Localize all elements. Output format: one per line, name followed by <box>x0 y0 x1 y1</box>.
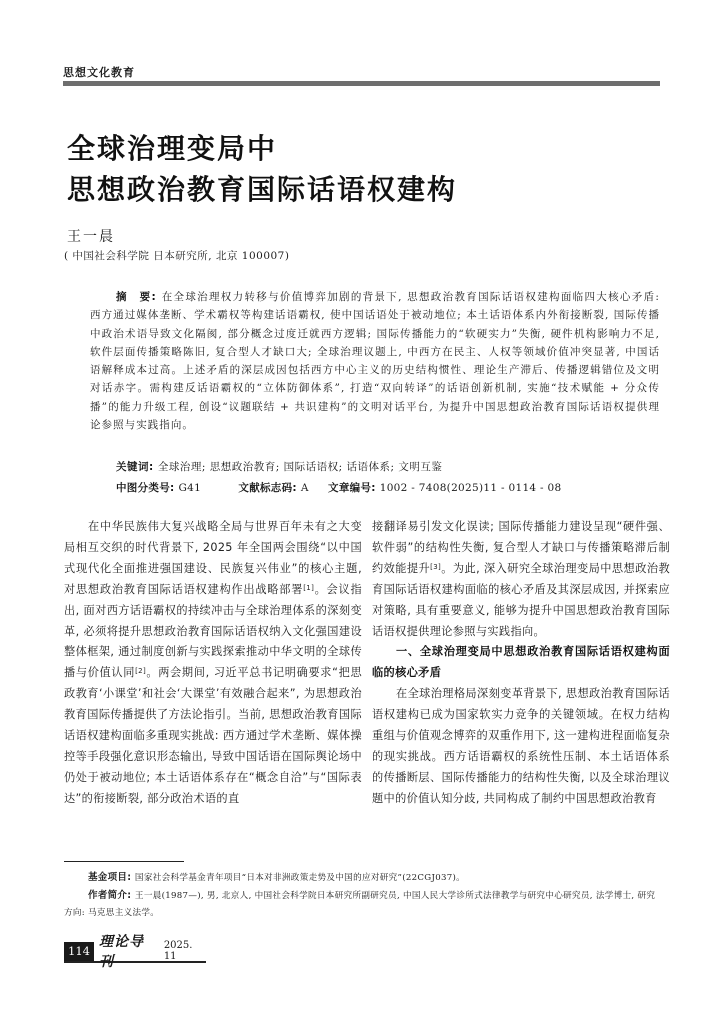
body-column-right <box>372 517 670 810</box>
author-affiliation: ( 中国社会科学院 日本研究所, 北京 100007) <box>64 250 290 262</box>
header-rule <box>63 81 660 86</box>
body-paragraph <box>64 517 362 810</box>
paragraph-text: 。为此, 深入研究全球治理变局中思想政治教育国际话语权建构面临的核心矛盾及其深层成因, 并探索应对策略, 具有重要意义, 能够为提升中国思想政治教育国际话语权提供理论参照与实践指向。 <box>372 561 670 638</box>
footnote-rule <box>64 861 184 862</box>
abstract-label: 摘 要 <box>116 291 152 303</box>
doc-code-value: A <box>300 482 309 494</box>
fund-text: 国家社会科学基金青年项目“日本对非洲政策走势及中国的应对研究”(22CGJ037)。 <box>134 873 466 883</box>
article-title <box>67 128 457 210</box>
citation-ref-2[interactable]: [2] <box>135 667 147 676</box>
page-footer <box>64 934 206 970</box>
author-name: 王一晨 <box>67 229 115 245</box>
body-paragraph <box>372 517 670 642</box>
author-bio-footnote: 作者简介: 王一晨(1987—), 男, 北京人, 中国社会科学院日本研究所副研究员, 中国人民大学诊所式法律教学与研究中心研究员, 法学博士, 研究方向: 马克思主义法学。 <box>64 890 656 918</box>
paragraph-text: 在中华民族伟大复兴战略全局与世界百年未有之大变局相互交织的时代背景下, 2025 年全国两会围绕“以中国式现代化全面推进强国建设、民族复兴伟业”的核心主题, 对思想政治教育国际话语权建构作出战略部署 <box>64 520 362 596</box>
keywords-text: 全球治理; 思想政治教育; 国际话语权; 话语体系; 文明互鉴 <box>157 461 443 473</box>
abstract-text: 在全球治理权力转移与价值博弈加剧的背景下, 思想政治教育国际话语权建构面临四大核心矛盾: 西方通过媒体垄断、学术霸权等构建话语霸权, 使中国话语处于被动地位; 本土话语体系内外衔接断裂, 国际传播中政治术语导致文化隔阂, 部分概念过度迁就西方逻辑; 国际传播能力的“软硬实力”失衡, 硬件机构影响力不足, 软件层面传播策略陈旧, 复合型人才缺口大; 全球治理议题上, 中西方在民主、人权等领域价值冲突显著, 中国话语解释成本过高。上述矛盾的深层成因包括西方中心主义的历史结构惯性、理论生产滞后、传播逻辑错位及文明对话赤字。需构建反话语霸权的“立体防御体系”, 打造“双向转译”的话语创新机制, 实施“技术赋能 + 分众传播”的能力升级工程, 创设“议题联结 + 共识建构”的文明对话平台, 为提升中国思想政治教育国际话语权提供理论参照与实践指向。 <box>90 291 660 432</box>
keywords: 关键词: 全球治理; 思想政治教育; 国际话语权; 话语体系; 文明互鉴 <box>116 461 443 473</box>
body-paragraph: 在全球治理格局深刻变革背景下, 思想政治教育国际话语权建构已成为国家软实力竞争的关键领域。在权力结构重组与价值观念博弈的双重作用下, 这一建构进程面临复杂的现实挑战。西方话语霸权的系统性压制、本土话语体系的传播断层、国际传播能力的结构性失衡, 以及全球治理议题中的价值认知分歧, 共同构成了制约中国思想政治教育 <box>372 687 670 805</box>
paragraph-text: 接翻译易引发文化误读; 国际传播能力建设呈现“硬件强、软件弱”的结构性失衡, 复合型人才缺口与传播策略滞后制约效能提升 <box>372 520 670 575</box>
citation-ref-1[interactable]: [1] <box>303 583 315 592</box>
paragraph-text: 。会议指出, 面对西方话语霸权的持续冲击与全球治理体系的深刻变革, 必须将提升思想政治教育国际话语权纳入文化强国建设整体框架, 通过制度创新与实践探索推动中华文明的全球传播与价值认同 <box>64 582 362 680</box>
title-line-2: 思想政治教育国际话语权建构 <box>67 173 458 206</box>
footnotes <box>64 869 660 922</box>
paragraph-text: 。两会期间, 习近平总书记明确要求“把思政教育‘小课堂’和社会‘大课堂’有效融合起来”, 为思想政治教育国际传播提供了方法论指引。当前, 思想政治教育国际话语权建构面临多重现实挑战: 西方通过学术垄断、媒体操控等手段强化意识形态输出, 导致中国话语在国际舆论场中仍处于被动地位; 本土话语体系存在“概念自洽”与“国际表达”的衔接断裂, 部分政治术语的直 <box>64 666 362 805</box>
abstract: 摘 要: 在全球治理权力转移与价值博弈加剧的背景下, 思想政治教育国际话语权建构面临四大核心矛盾: 西方通过媒体垄断、学术霸权等构建话语霸权, 使中国话语处于被动地位; 本土话语体系内外衔接断裂, 国际传播中政治术语导致文化隔阂, 部分概念过度迁就西方逻辑; 国际传播能力的“软硬实力”失衡, 硬件机构影响力不足, 软件层面传播策略陈旧, 复合型人才缺口大; 全球治理议题上, 中西方在民主、人权等领域价值冲突显著, 中国话语解释成本过高。上述矛盾的深层成因包括西方中心主义的历史结构惯性、理论生产滞后、传播逻辑错位及文明对话赤字。需构建反话语霸权的“立体防御体系”, 打造“双向转译”的话语创新机制, 实施“技术赋能 + 分众传播”的能力升级工程, 创设“议题联结 + 共识建构”的文明对话平台, 为提升中国思想政治教育国际话语权提供理论参照与实践指向。 <box>90 291 660 432</box>
keywords-label: 关键词 <box>116 461 149 473</box>
title-line-1: 全球治理变局中 <box>67 132 278 165</box>
body-column-left <box>64 517 362 810</box>
citation-ref-3[interactable]: [3] <box>430 562 442 571</box>
article-number-label: 文章编号 <box>328 482 372 494</box>
fund-label: 基金项目 <box>88 872 128 883</box>
bio-text: 王一晨(1987—), 男, 北京人, 中国社会科学院日本研究所副研究员, 中国人民大学诊所式法律教学与研究中心研究员, 法学博士, 研究方向: 马克思主义法学。 <box>64 891 656 918</box>
section-header: 思想文化教育 <box>63 66 135 79</box>
issue-number: 2025. 11 <box>163 940 193 962</box>
fund-footnote: 基金项目: 国家社会科学基金青年项目“日本对非洲政策走势及中国的应对研究”(22CGJ037)。 <box>88 872 466 883</box>
bio-label: 作者简介 <box>88 890 128 901</box>
page-number: 114 <box>64 942 94 961</box>
article-number-value: 1002 - 7408(2025)11 - 0114 - 08 <box>379 482 562 494</box>
clc-value: G41 <box>178 482 202 494</box>
classification-line: 中图分类号: G41 文献标志码: A 文章编号: 1002 - 7408(2025)11 - 0114 - 08 <box>116 482 562 494</box>
journal-logo: 理论导刊 <box>98 934 144 970</box>
doc-code-label: 文献标志码 <box>238 482 293 494</box>
section-heading: 一、全球治理变局中思想政治教育国际话语权建构面临的核心矛盾 <box>372 645 670 680</box>
clc-label: 中图分类号 <box>116 482 170 494</box>
